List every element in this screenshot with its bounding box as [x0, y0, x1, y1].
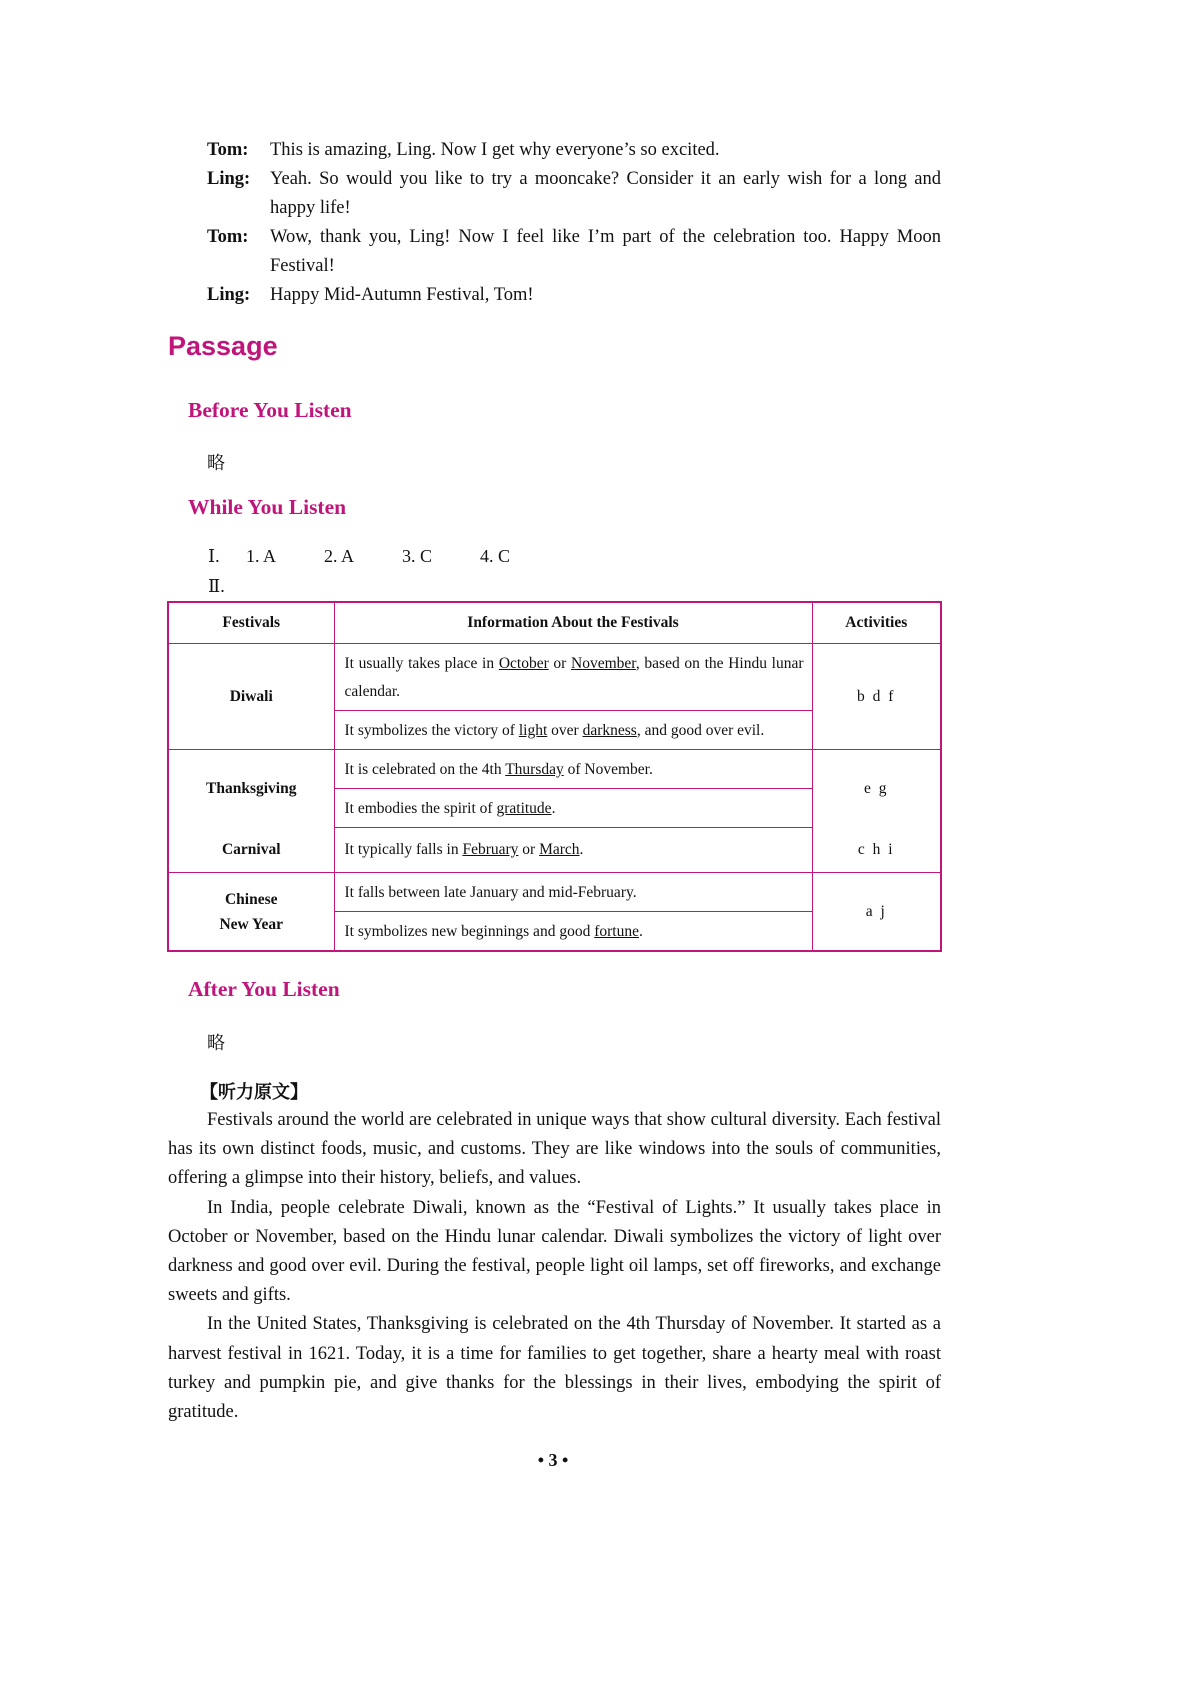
table-row: [168, 828, 941, 873]
festival-name: Chinese New Year: [168, 873, 334, 952]
festival-info: It symbolizes new beginnings and good fortune.: [334, 912, 812, 952]
dialogue-line: [207, 136, 941, 165]
before-you-listen-heading: Before You Listen: [188, 398, 352, 422]
section-title: Passage: [168, 331, 278, 361]
after-you-listen-heading: After You Listen: [188, 977, 340, 1001]
dialogue-line: [207, 223, 941, 281]
answer: 3. C: [402, 546, 433, 566]
table-row: [168, 644, 941, 711]
festival-activities: b d f: [812, 644, 941, 750]
festival-info: It usually takes place in October or November, based on the Hindu lunar calendar.: [334, 644, 812, 711]
part2-label: Ⅱ.: [208, 576, 225, 596]
festival-activities: a j: [812, 873, 941, 952]
transcript-paragraph: In India, people celebrate Diwali, known as the “Festival of Lights.” It usually takes place in October or November, based on the Hindu lunar calendar. Diwali symbolizes the victory of light over darkness and good over evil. During the festival, people light oil lamps, set off fireworks, and exchange sweets and gifts.: [168, 1197, 941, 1306]
after-note: 略: [207, 1033, 225, 1054]
transcript: [168, 1106, 941, 1427]
dialogue-text: This is amazing, Ling. Now I get why everyone’s so excited.: [270, 140, 720, 160]
page-number: • 3 •: [537, 1450, 569, 1470]
transcript-label: 【听力原文】: [200, 1082, 308, 1103]
festival-activities: c h i: [812, 828, 941, 873]
festival-info: It falls between late January and mid-February.: [334, 873, 812, 912]
header-festivals: Festivals: [168, 602, 334, 644]
dialogue-text: Wow, thank you, Ling! Now I feel like I’m part of the celebration too. Happy Moon Festival!: [270, 227, 941, 276]
speaker: Tom:: [207, 227, 249, 247]
answer: 1. A: [246, 546, 277, 566]
festival-name: Thanksgiving: [168, 750, 334, 828]
speaker: Tom:: [207, 140, 249, 160]
festival-info: It symbolizes the victory of light over darkness, and good over evil.: [334, 711, 812, 750]
answer: 2. A: [324, 546, 355, 566]
part1-label: Ⅰ.: [208, 546, 220, 566]
transcript-paragraph: In the United States, Thanksgiving is celebrated on the 4th Thursday of November. It started as a harvest festival in 1621. Today, it is a time for families to get together, share a hearty meal with roast turkey and pumpkin pie, and give thanks for the blessings in their lives, embodying the spirit of gratitude.: [168, 1314, 941, 1423]
header-information: Information About the Festivals: [334, 602, 812, 644]
dialogue-line: [207, 165, 941, 223]
dialogue-text: Happy Mid-Autumn Festival, Tom!: [270, 285, 534, 305]
festival-info: It embodies the spirit of gratitude.: [334, 789, 812, 828]
speaker: Ling:: [207, 169, 251, 189]
table-header-row: [168, 602, 941, 644]
dialogue: [207, 136, 941, 310]
answer: 4. C: [480, 546, 511, 566]
dialogue-line: [207, 281, 941, 310]
transcript-paragraph: Festivals around the world are celebrated in unique ways that show cultural diversity. Each festival has its own distinct foods, music, and customs. They are like windows into the souls of communities, offering a glimpse into their history, beliefs, and values.: [168, 1110, 941, 1189]
festival-info: It is celebrated on the 4th Thursday of November.: [334, 750, 812, 789]
before-note: 略: [207, 453, 225, 474]
table-row: [168, 750, 941, 789]
festival-activities: e g: [812, 750, 941, 828]
festival-name: Carnival: [168, 828, 334, 873]
festivals-table: [167, 601, 942, 952]
table-row: [168, 873, 941, 912]
part1-answers: [208, 546, 510, 567]
while-you-listen-heading: While You Listen: [188, 495, 347, 519]
festival-name: Diwali: [168, 644, 334, 750]
header-activities: Activities: [812, 602, 941, 644]
festival-info: It typically falls in February or March.: [334, 828, 812, 873]
dialogue-text: Yeah. So would you like to try a mooncake? Consider it an early wish for a long and happy life!: [270, 169, 941, 218]
speaker: Ling:: [207, 285, 251, 305]
